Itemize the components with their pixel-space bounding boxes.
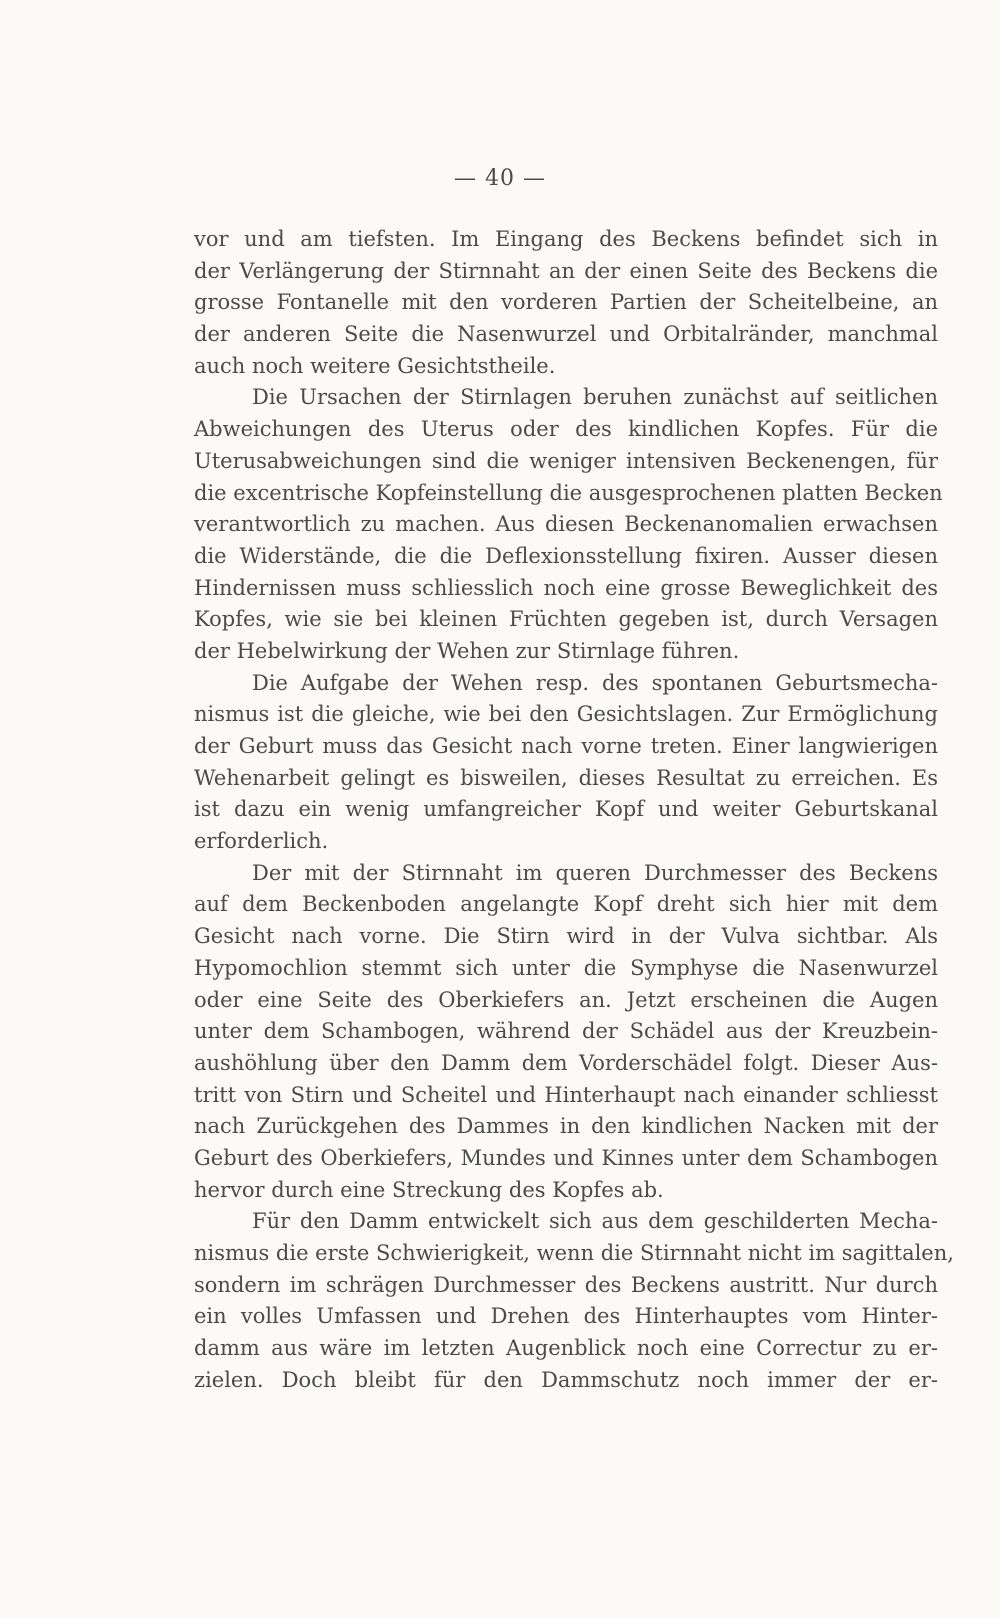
text-line: unter dem Schambogen, während der Schädel aus der Kreuzbein-: [194, 1019, 938, 1044]
text-line: ist dazu ein wenig umfangreicher Kopf und weiter Geburtskanal: [194, 797, 938, 822]
text-line: Wehenarbeit gelingt es bisweilen, dieses Resultat zu erreichen. Es: [194, 765, 938, 790]
text-line: erforderlich.: [194, 829, 329, 854]
text-line: Uterusabweichungen sind die weniger intensiven Beckenengen, für: [194, 448, 938, 473]
text-line: der Geburt muss das Gesicht nach vorne treten. Einer langwierigen: [194, 734, 938, 758]
text-line: die Widerstände, die die Deflexionsstellung fixiren. Ausser diesen: [194, 543, 938, 568]
text-line: Hindernissen muss schliesslich noch eine grosse Beweglichkeit des: [194, 575, 938, 600]
text-line: auch noch weitere Gesichtstheile.: [194, 353, 556, 378]
text-line: nach Zurückgehen des Dammes in den kindlichen Nacken mit der: [194, 1114, 938, 1139]
text-line: zielen. Doch bleibt für den Dammschutz noch immer der er-: [194, 1367, 938, 1392]
text-line: grosse Fontanelle mit den vorderen Partien der Scheitelbeine, an: [194, 290, 938, 315]
text-line: ein volles Umfassen und Drehen des Hinterhauptes vom Hinter-: [194, 1304, 938, 1329]
text-line: sondern im schrägen Durchmesser des Beckens austritt. Nur durch: [194, 1272, 938, 1297]
text-line: verantwortlich zu machen. Aus diesen Beckenanomalien erwachsen: [194, 512, 938, 537]
text-line: Die Aufgabe der Wehen resp. des spontanen Geburtsmecha-: [252, 670, 938, 695]
text-line: nismus ist die gleiche, wie bei den Gesichtslagen. Zur Ermöglichung: [194, 702, 938, 727]
text-line: Die Ursachen der Stirnlagen beruhen zunächst auf seitlichen: [252, 385, 938, 410]
text-line: vor und am tiefsten. Im Eingang des Beckens befindet sich in: [194, 227, 938, 251]
page-number: — 40 —: [454, 166, 546, 191]
text-line: Abweichungen des Uterus oder des kindlichen Kopfes. Für die: [194, 417, 938, 442]
text-line: Kopfes, wie sie bei kleinen Früchten gegeben ist, durch Versagen: [194, 607, 938, 632]
text-line: Der mit der Stirnnaht im queren Durchmesser des Beckens: [252, 860, 938, 885]
text-line: auf dem Beckenboden angelangte Kopf dreht sich hier mit dem: [194, 892, 938, 917]
text-line: oder eine Seite des Oberkiefers an. Jetzt erscheinen die Augen: [194, 987, 938, 1012]
text-line: Für den Damm entwickelt sich aus dem geschilderten Mecha-: [252, 1209, 938, 1234]
text-line: die excentrische Kopfeinstellung die ausgesprochenen platten Becken: [194, 480, 943, 505]
text-line: hervor durch eine Streckung des Kopfes ab.: [194, 1177, 664, 1202]
text-line: aushöhlung über den Damm dem Vorderschädel folgt. Dieser Aus-: [194, 1050, 938, 1075]
text-line: tritt von Stirn und Scheitel und Hinterhaupt nach einander schliesst: [194, 1082, 938, 1107]
text-line: der Verlängerung der Stirnnaht an der einen Seite des Beckens die: [194, 258, 938, 283]
text-line: der anderen Seite die Nasenwurzel und Orbitalränder, manchmal: [194, 322, 938, 347]
body-text: [194, 224, 954, 1396]
text-line: der Hebelwirkung der Wehen zur Stirnlage führen.: [194, 638, 740, 663]
text-line: Geburt des Oberkiefers, Mundes und Kinnes unter dem Schambogen: [194, 1145, 938, 1170]
text-line: damm aus wäre im letzten Augenblick noch eine Correctur zu er-: [194, 1336, 938, 1361]
text-line: Hypomochlion stemmt sich unter die Symphyse die Nasenwurzel: [194, 955, 938, 980]
text-line: nismus die erste Schwierigkeit, wenn die Stirnnaht nicht im sagittalen,: [194, 1241, 954, 1265]
text-line: Gesicht nach vorne. Die Stirn wird in der Vulva sichtbar. Als: [194, 924, 938, 949]
